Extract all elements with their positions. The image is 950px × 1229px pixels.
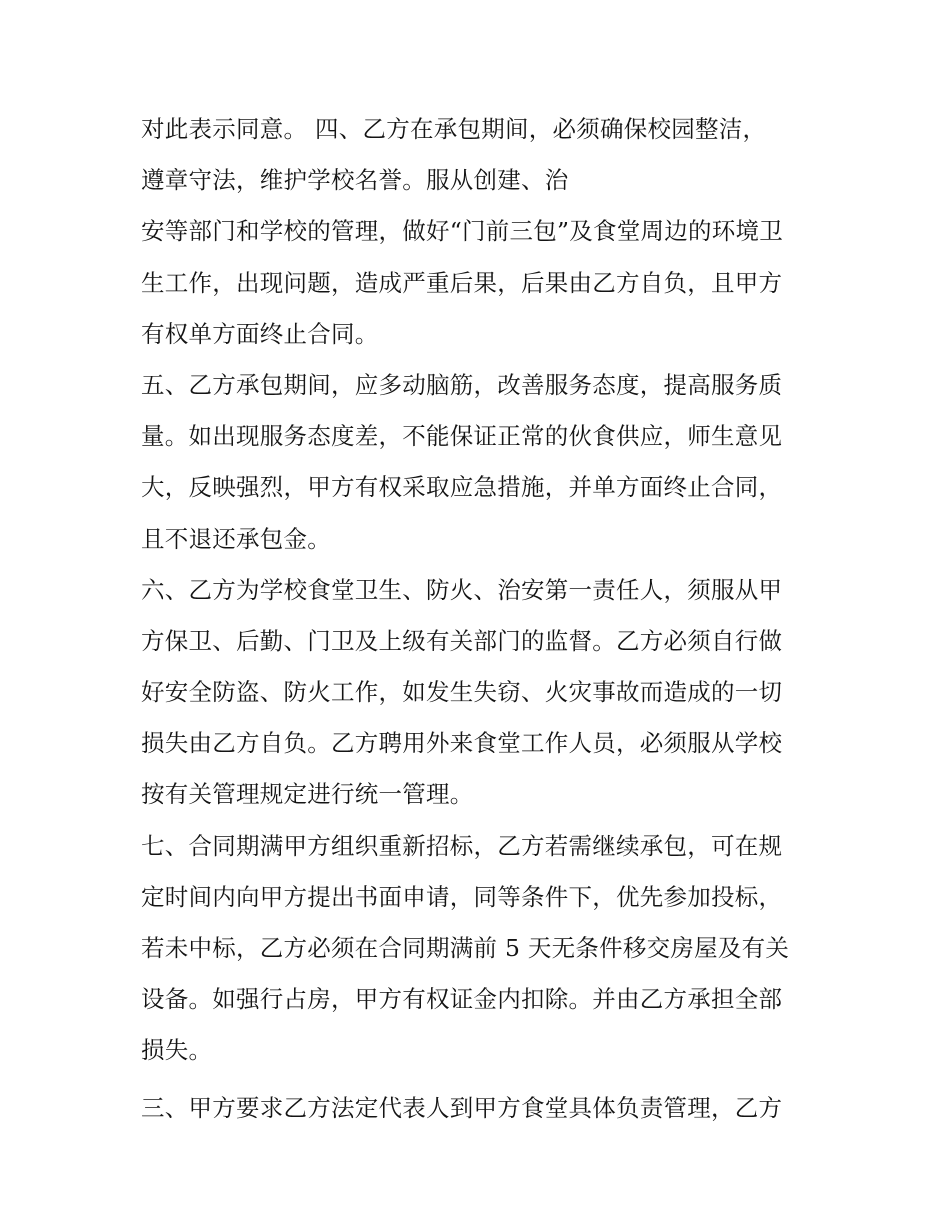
text-line-3: 安等部门和学校的管理，做好“门前三包”及食堂周边的环境卫 [141, 217, 784, 246]
text-line-12: 好安全防盗、防火工作，如发生失窃、火灾事故而造成的一切 [141, 678, 783, 707]
text-line-5: 有权单方面终止合同。 [141, 319, 379, 348]
text-line-17: 若未中标，乙方必须在合同期满前 5 天无条件移交房屋及有关 [141, 934, 790, 962]
text-line-19: 损失。 [141, 1036, 213, 1065]
text-line-11: 方保卫、后勤、门卫及上级有关部门的监督。乙方必须自行做 [141, 626, 783, 655]
text-line-20: 三、甲方要求乙方法定代表人到甲方食堂具体负责管理，乙方 [141, 1093, 783, 1122]
text-line-15: 七、合同期满甲方组织重新招标，乙方若需继续承包，可在规 [141, 831, 783, 860]
document-body [141, 104, 821, 1134]
text-line-8: 大，反映强烈，甲方有权采取应急措施，并单方面终止合同， [141, 473, 783, 502]
text-line-13: 损失由乙方自负。乙方聘用外来食堂工作人员，必须服从学校 [141, 729, 783, 758]
text-line-2: 遵章守法，维护学校名誉。服从创建、治 [141, 166, 569, 195]
text-line-14: 按有关管理规定进行统一管理。 [141, 780, 474, 809]
text-line-16: 定时间内向甲方提出书面申请，同等条件下，优先参加投标， [141, 882, 783, 911]
text-line-7: 量。如出现服务态度差，不能保证正常的伙食供应，师生意见 [141, 422, 783, 451]
text-line-9: 且不退还承包金。 [141, 524, 331, 553]
text-line-10: 六、乙方为学校食堂卫生、防火、治安第一责任人，须服从甲 [141, 575, 783, 604]
text-line-4: 生工作，出现问题，造成严重后果，后果由乙方自负，且甲方 [141, 268, 783, 297]
text-line-1: 对此表示同意。 四、乙方在承包期间，必须确保校园整洁， [141, 115, 767, 143]
text-line-6: 五、乙方承包期间，应多动脑筋，改善服务态度，提高服务质 [141, 370, 783, 399]
text-line-18: 设备。如强行占房，甲方有权证金内扣除。并由乙方承担全部 [141, 985, 783, 1014]
